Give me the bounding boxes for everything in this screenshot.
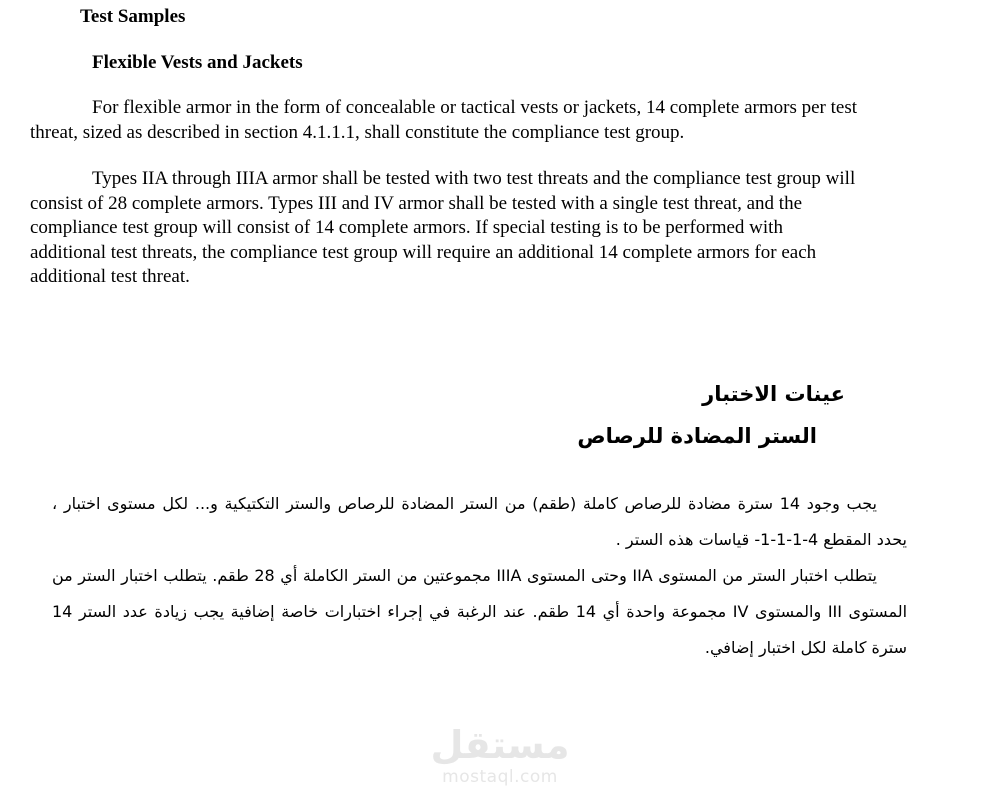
english-body <box>30 96 860 290</box>
arabic-paragraph-2: يتطلب اختبار الستر من المستوى IIA وحتى المستوى IIIA مجموعتين من الستر الكاملة أي 28 طقم. يتطلب اختبار الستر من المستوى III والمستوى IV مجموعة واحدة أي 14 طقم. عند الرغبة في إجراء اختبارات خاصة إضافية يجب زيادة عدد الستر 14 سترة كاملة لكل اختبار إضافي. <box>52 566 908 657</box>
arabic-heading-test-samples: عينات الاختبار <box>702 382 845 406</box>
arabic-paragraph-1: يجب وجود 14 سترة مضادة للرصاص كاملة (طقم) من الستر المضادة للرصاص والستر التكتيكية و... لكل مستوى اختبار ، يحدد المقطع 4-1-1-1- قياسات هذه الستر . <box>52 494 907 549</box>
watermark-latin-text: mostaql.com <box>442 767 558 787</box>
english-heading-test-samples: Test Samples <box>80 6 186 27</box>
english-paragraph-2: Types IIA through IIIA armor shall be tested with two test threats and the compliance test group will consist of 28 complete armors. Types III and IV armor shall be tested with a single test threat, and the compliance test group will consist of 14 complete armors. If special testing is to be performed with additional test threats, the compliance test group will require an additional 14 complete armors for each additional test threat. <box>30 168 856 287</box>
mostaql-watermark <box>430 722 570 786</box>
watermark-arabic-logo: مستقل <box>430 723 570 767</box>
english-heading-flexible-vests: Flexible Vests and Jackets <box>92 52 303 73</box>
arabic-body <box>52 486 907 666</box>
english-paragraph-1: For flexible armor in the form of concealable or tactical vests or jackets, 14 complete armors per test threat, sized as described in section 4.1.1.1, shall constitute the compliance test group. <box>30 97 857 143</box>
arabic-heading-bulletproof-vests: الستر المضادة للرصاص <box>577 424 817 448</box>
